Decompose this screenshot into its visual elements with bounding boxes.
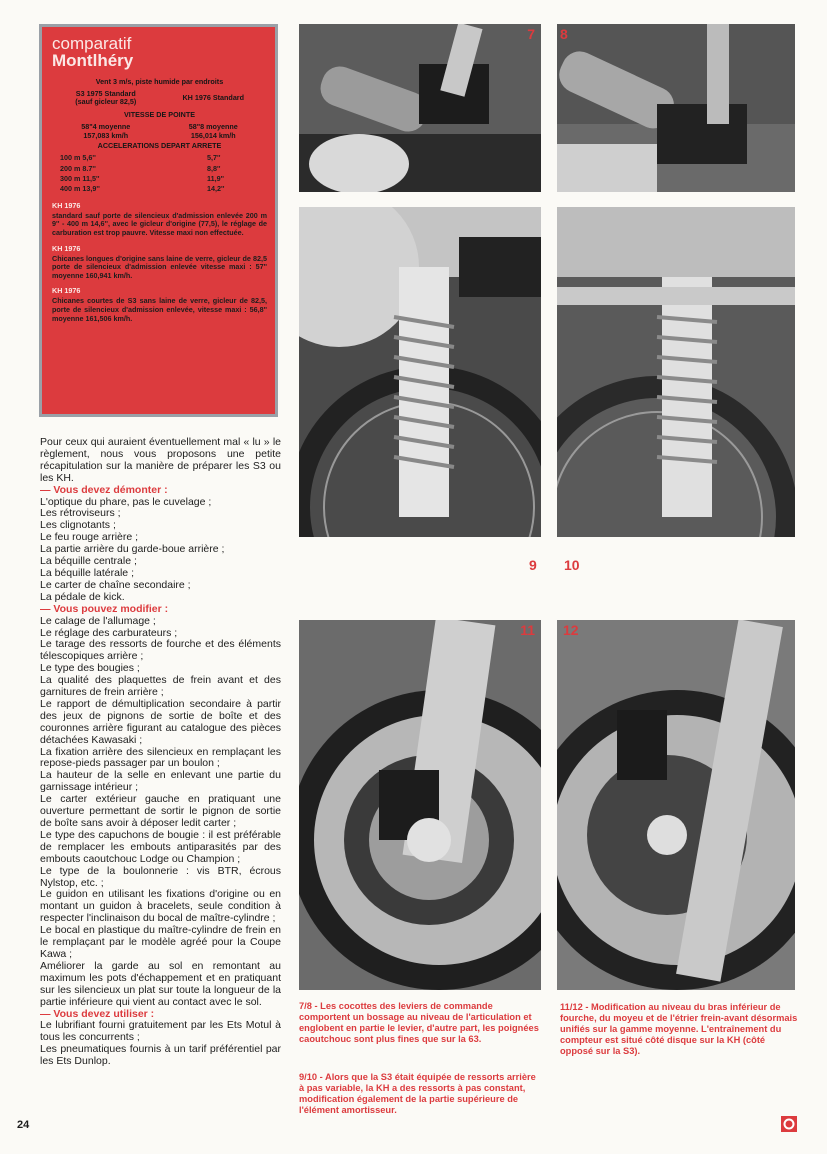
list-item: Les rétroviseurs ; [40, 507, 121, 520]
kh2-text: Chicanes longues d'origine sans laine de verre, gicleur de 82,5 porte de silencieux d'admission enlevée vitesse maxi : 57'' moyenne 160,941 km/h. [52, 253, 267, 280]
list-item: Le rapport de démultiplication secondaire à partir des jeux de pignons de sortie de boîte et des couronnes arrière figurant au catalogue des pièces détachées Kawasaki ; [40, 697, 281, 746]
list-item: Le tarage des ressorts de fourche et des éléments télescopiques arrière ; [40, 638, 281, 663]
list-item: La qualité des plaquettes de frein avant et des garnitures de frein arrière ; [40, 674, 281, 699]
kh-vmax1: 58"8 moyenne [188, 122, 238, 132]
accel-table: 100 m 5,6'' 5,7'' 200 m 8.7'' 8,8'' 300 m 11,5'' 11,9'' 400 m 13,9'' 14,2'' [60, 153, 225, 194]
list-item: Le carter extérieur gauche en pratiquant une ouverture permettant de sortir le pignon de sortie de boîte sans avoir à déposer ledit carter ; [40, 793, 281, 829]
kh1-label: KH 1976 [52, 200, 81, 210]
list-item: La béquille latérale ; [40, 566, 134, 579]
list-item: Le type des bougies ; [40, 662, 140, 675]
kh1-text: standard sauf porte de silencieux d'admission enlevée 200 m 9'' - 400 m 14,6'', avec le gicleur d'origine (77,5), le réglage de carburation est trop pauvre. Vitesse maxi non effectuée. [52, 210, 267, 237]
list-item: La partie arrière du garde-boue arrière ; [40, 543, 225, 556]
page-number: 24 [17, 1119, 30, 1131]
box-wind: Vent 3 m/s, piste humide par endroits [95, 77, 224, 86]
kh-vmax2: 156,014 km/h [190, 130, 236, 140]
kh2-label: KH 1976 [52, 243, 81, 253]
heading-modifier: — Vous pouvez modifier : [40, 602, 169, 615]
photo-number-9: 9 [529, 557, 537, 573]
caption-7-8: 7/8 - Les cocottes des leviers de commande comportent un bossage au niveau de l'articulation et englobent en partie le levier, d'autre part, les poignées caoutchouc sont plus fines que sur la 63. [299, 1001, 539, 1044]
caption-11-12: 11/12 - Modification au niveau du bras inférieur de fourche, du moyeu et de l'étrier frein-avant désormais unifiés sur la gamme moyenne. L'entraînement du compteur est situé côté disque sur la KH (côté opposé sur la S3). [560, 1002, 798, 1056]
photo-number-12: 12 [563, 622, 579, 638]
kh3-text: Chicanes courtes de S3 sans laine de verre, gicleur de 82,5, porte de silencieux d'admission enlevée, vitesse maxi : 56,8'' moyenne 161,506 km/h. [52, 296, 267, 323]
article-body [40, 437, 281, 1068]
col-s3: S3 1975 Standard [75, 88, 136, 98]
list-item: La hauteur de la selle en enlevant une partie du garnissage intérieur ; [40, 769, 281, 794]
photo-8 [557, 24, 795, 192]
comparison-box [39, 24, 278, 417]
list-item: Le type des capuchons de bougie : il est préférable de remplacer les embouts antiparasités par des embouts caoutchouc Lodge ou Champion ; [40, 828, 281, 865]
list-item: Le bocal en plastique du maître-cylindre de frein en le remplaçant par le modèle agréé pour la Coupe Kawa ; [40, 924, 281, 960]
photo-9 [299, 207, 541, 537]
photo-number-11: 11 [520, 622, 535, 638]
s3-vmax1: 58"4 moyenne [81, 122, 131, 132]
s3-vmax2: 157,083 km/h [83, 130, 129, 140]
corner-logo-icon [781, 1116, 797, 1132]
list-item: Les pneumatiques fournis à un tarif préférentiel par les Ets Dunlop. [40, 1043, 281, 1068]
accel-heading: ACCELERATIONS DEPART ARRETE [97, 140, 222, 150]
photo-12 [557, 620, 795, 990]
photo-7 [299, 24, 541, 192]
list-modifier [40, 616, 281, 1009]
photo-10 [557, 207, 795, 537]
photo-number-10: 10 [564, 557, 580, 573]
list-item: Le calage de l'allumage ; [40, 614, 156, 627]
box-title-line2: Montlhéry [52, 51, 134, 70]
list-item: Les clignotants ; [40, 519, 116, 532]
col-s3-note: (sauf gicleur 82,5) [75, 97, 137, 107]
list-item: Le feu rouge arrière ; [40, 531, 139, 544]
intro: Pour ceux qui auraient éventuellement mal « lu » le règlement, nous vous proposons une petite récapitulation sur la manière de préparer les S3 ou les KH. [40, 436, 281, 484]
vmax-heading: VITESSE DE POINTE [123, 109, 196, 119]
heading-demonter: — Vous devez démonter : [40, 483, 168, 496]
list-item: Le lubrifiant fourni gratuitement par les Ets Motul à tous les concurrents ; [40, 1019, 281, 1044]
list-item: Le guidon en utilisant les fixations d'origine ou en montant un guidon à bracelets, seule condition à respecter l'inclinaison du bocal de maître-cylindre ; [40, 888, 281, 925]
list-item: Le carter de chaîne secondaire ; [40, 578, 191, 591]
caption-9-10: 9/10 - Alors que la S3 était équipée de ressorts arrière à pas variable, la KH a des ressorts à pas constant, modification également de la partie supérieure de l'élément amortisseur. [299, 1072, 536, 1115]
list-item: La béquille centrale ; [40, 555, 137, 568]
list-demonter [40, 497, 281, 604]
list-item: Améliorer la garde au sol en remontant au maximum les pots d'échappement et en pratiquant sur les silencieux un plat sur toute la longueur de la partie inférieure qui vient au contact avec le sol. [40, 959, 281, 1008]
list-item: La pédale de kick. [40, 590, 125, 603]
box-title-line1: comparatif [52, 34, 132, 53]
photo-number-8: 8 [560, 26, 568, 42]
list-item: La fixation arrière des silencieux en remplaçant les repose-pieds passager par un boulon ; [40, 745, 281, 770]
photo-11 [299, 620, 541, 990]
list-item: Le réglage des carburateurs ; [40, 626, 178, 639]
list-utiliser [40, 1020, 281, 1068]
list-item: Le type de la boulonnerie : vis BTR, écrous Nylstop, etc. ; [40, 864, 281, 889]
list-item: L'optique du phare, pas le cuvelage ; [40, 495, 212, 508]
heading-utiliser: — Vous devez utiliser : [40, 1007, 155, 1020]
photo-number-7: 7 [527, 26, 535, 42]
kh3-label: KH 1976 [52, 286, 81, 296]
col-kh: KH 1976 Standard [182, 92, 244, 102]
